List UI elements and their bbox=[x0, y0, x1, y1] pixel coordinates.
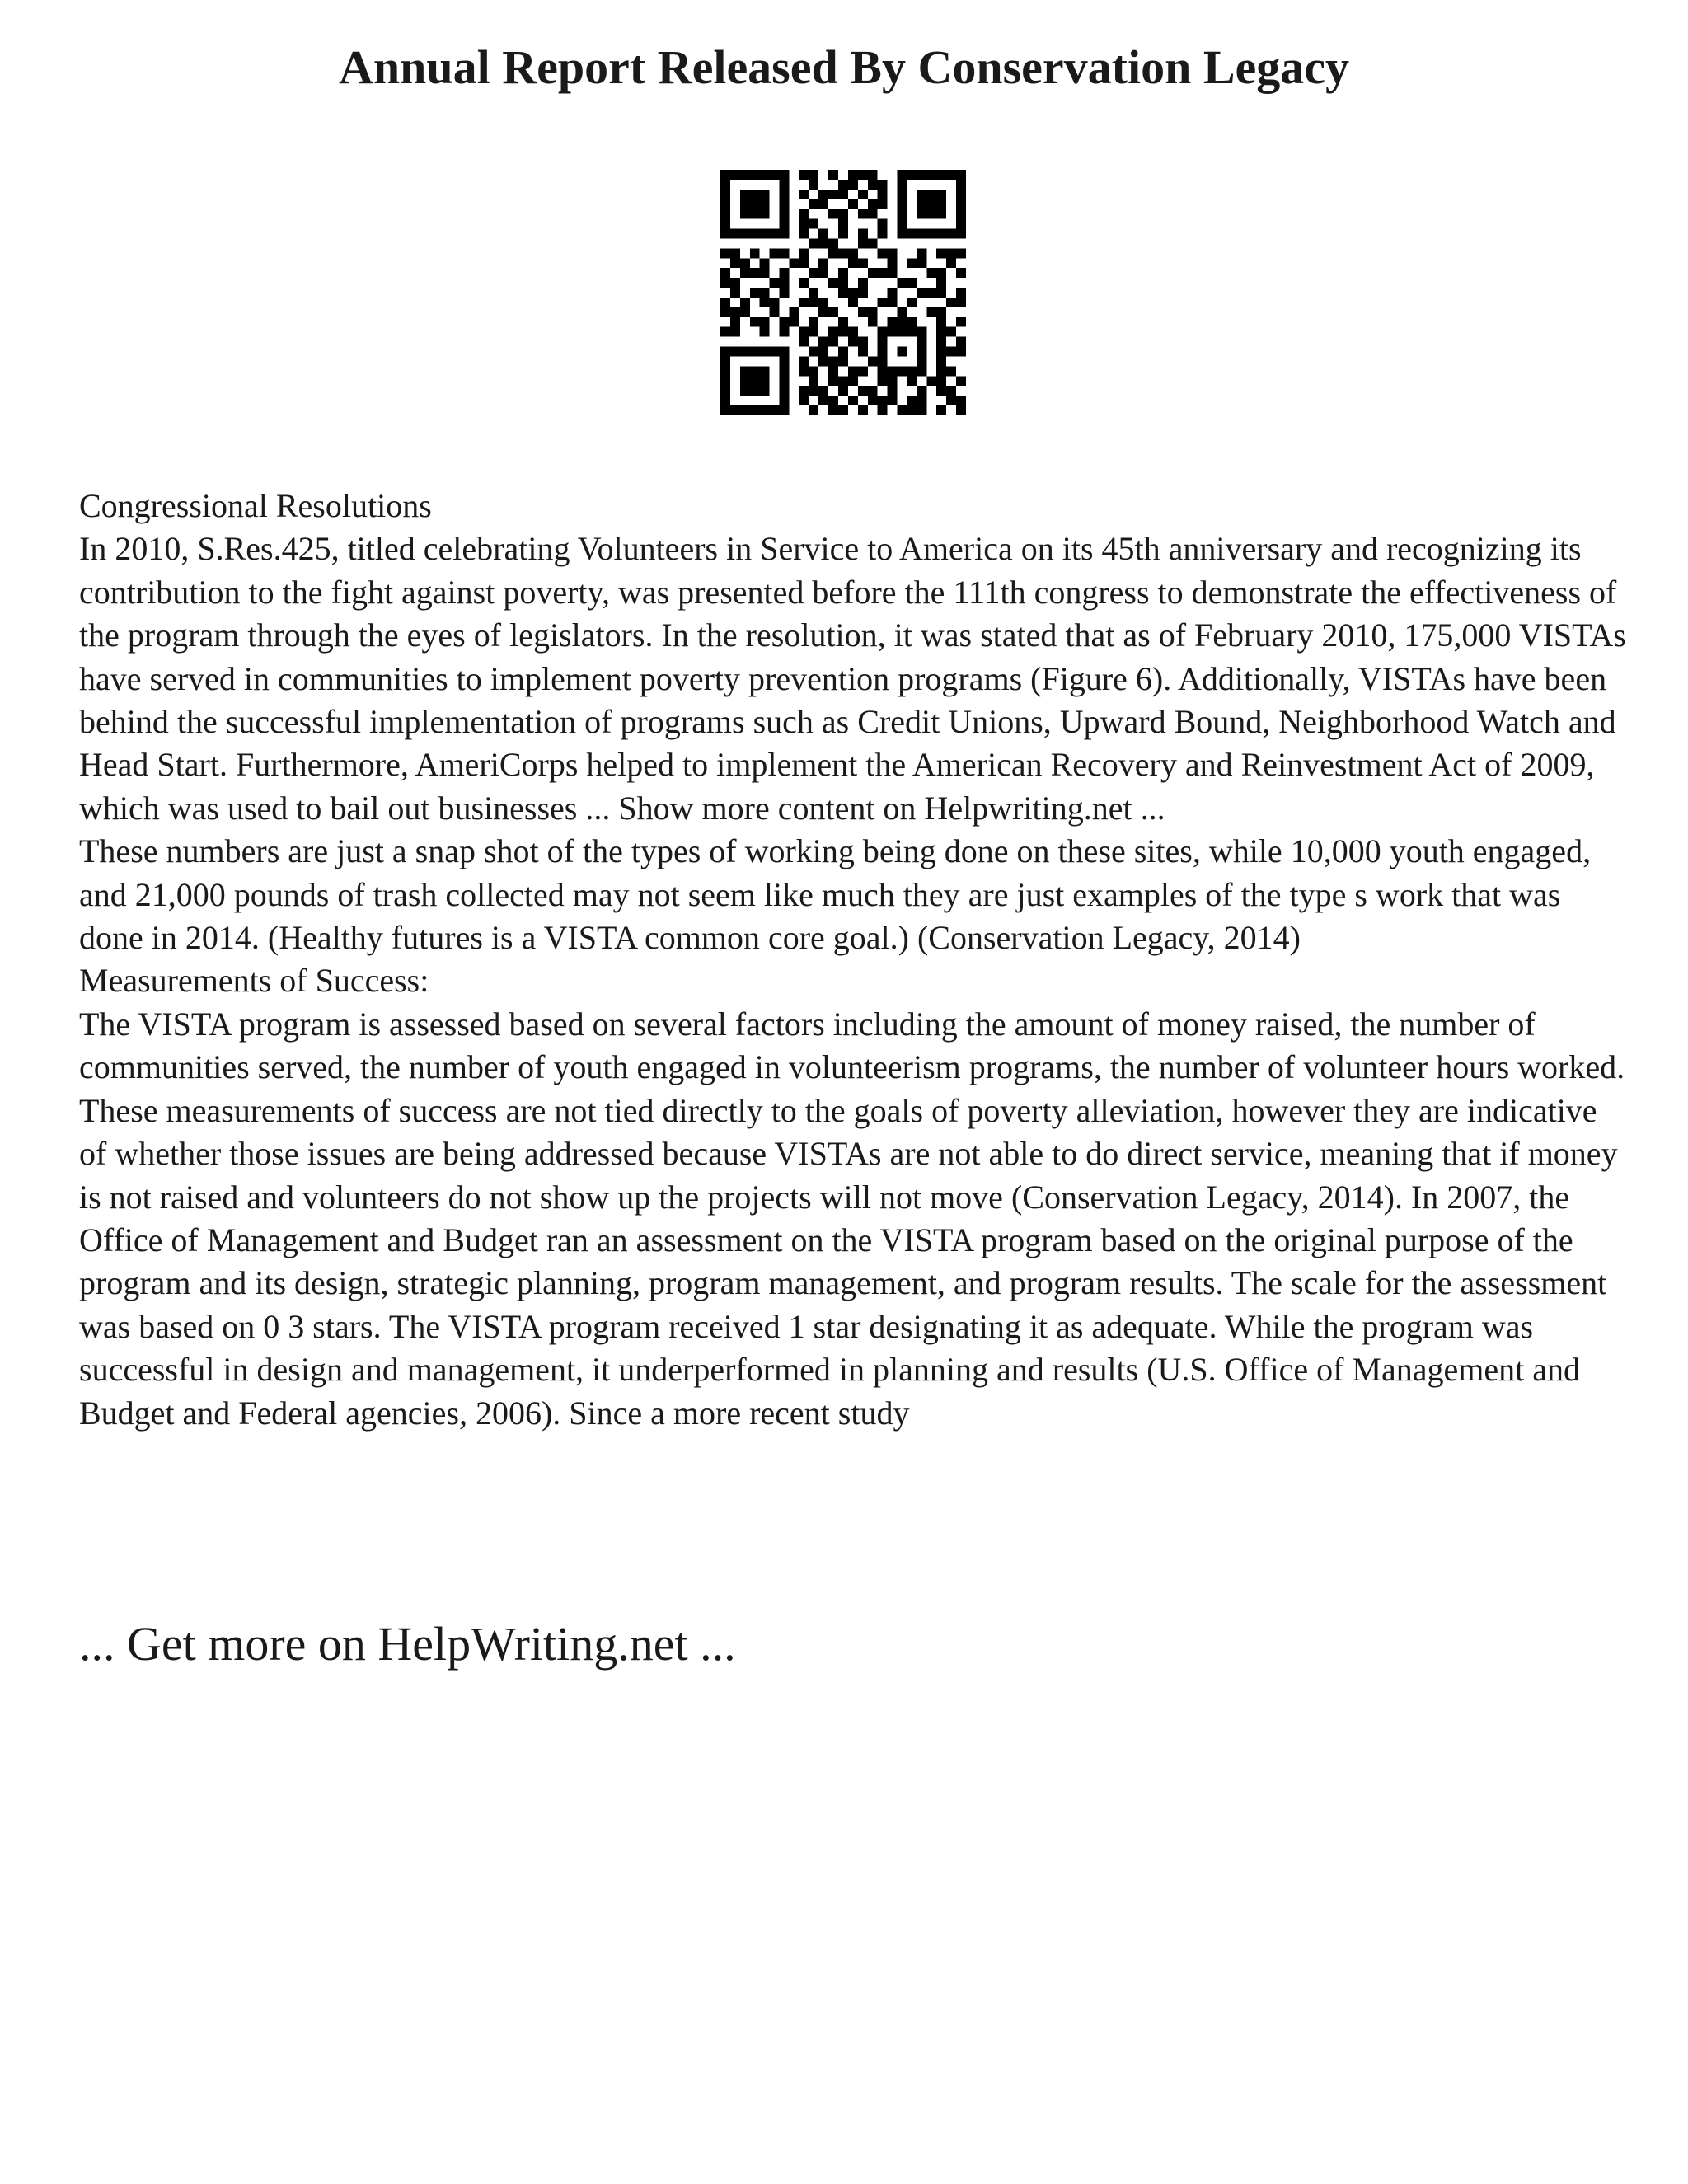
paragraph-measurements: The VISTA program is assessed based on several factors including the amount of money raised, the number of communities served, the number of youth engaged in volunteerism programs, the number of volunteer hours worked. These measurements of success are not tied directly to the goals of poverty alleviation, however they are indicative of whether those issues are being addressed because VISTAs are not able to do direct service, meaning that if money is not raised and volunteers do not show up the projects will not move (Conservation Legacy, 2014). In 2007, the Office of Management and Budget ran an assessment on the VISTA program based on the original purpose of the program and its design, strategic planning, program management, and program results. The scale for the assessment was based on 0 3 stars. The VISTA program received 1 star designating it as adequate. While the program was successful in design and management, it underperformed in planning and results (U.S. Office of Management and Budget and Federal agencies, 2006). Since a more recent study bbox=[79, 1005, 1625, 1432]
document-body bbox=[79, 485, 1629, 1435]
qr-code-icon bbox=[720, 170, 966, 415]
paragraph-numbers: These numbers are just a snap shot of the types of working being done on these sites, while 10,000 youth engaged, and 21,000 pounds of trash collected may not seem like much they are just examples of the type s work that was done in 2014. (Healthy futures is a VISTA common core goal.) (Conservation Legacy, 2014) bbox=[79, 832, 1592, 957]
section-heading-congressional-resolutions: Congressional Resolutions bbox=[79, 487, 432, 524]
section-heading-measurements: Measurements of Success: bbox=[79, 962, 429, 1000]
document-title: Annual Report Released By Conservation Legacy bbox=[338, 40, 1349, 94]
paragraph-resolution: In 2010, S.Res.425, titled celebrating Volunteers in Service to America on its 45th anniversary and recognizing its contribution to the fight against poverty, was presented before the 111th congress to demonstrate the effectiveness of the program through the eyes of legislators. In the resolution, it was stated that as of February 2010, 175,000 VISTAs have served in communities to implement poverty prevention programs (Figure 6). Additionally, VISTAs have been behind the successful implementation of programs such as Credit Unions, Upward Bound, Neighborhood Watch and Head Start. Furthermore, AmeriCorps helped to implement the American Recovery and Reinvestment Act of 2009, which was used to bail out businesses ... Show more content on Helpwriting.net ... bbox=[79, 530, 1626, 827]
get-more-link[interactable]: ... Get more on HelpWriting.net ... bbox=[79, 1617, 736, 1671]
